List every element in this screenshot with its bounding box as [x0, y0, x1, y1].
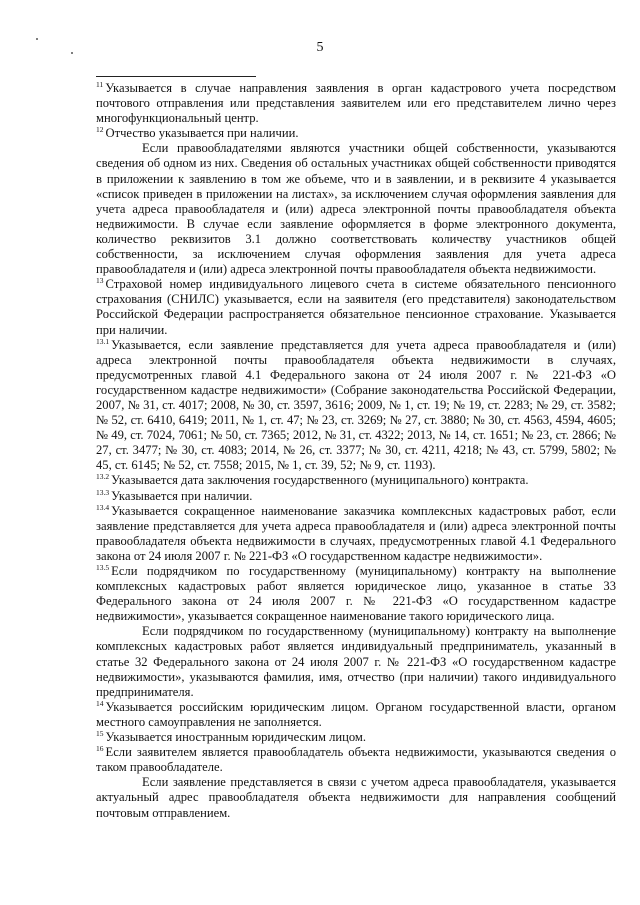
footnote-text: Указывается, если заявление представляется для учета адреса правообладателя и (или) адреса электронной почты правообладателя объекта недвижимости в случаях, предусмотренных главой 4.1 Федерального закона от 24 июля 2007 г. № 221-ФЗ «О государственном кадастре недвижимости» (Собрание законодательства Российской Федерации, 2007, № 31, ст. 4017; 2008, № 30, ст. 3597, 3616; 2009, № 1, ст. 19; № 19, ст. 2283; № 29, ст. 3582; № 52, ст. 6410, 6419; 2011, № 1, ст. 47; № 23, ст. 3269; № 27, ст. 3880; № 30, ст. 4563, 4594, 4605; № 49, ст. 7024, 7061; № 50, ст. 7365; 2012, № 31, ст. 4322; 2013, № 14, ст. 1651; № 23, ст. 2866; № 27, ст. 3477; № 30, ст. 4083; 2014, № 26, ст. 3377; № 30, ст. 4211, 4218; № 43, ст. 5799, 5802; № 45, ст. 6145; № 52, ст. 7558; 2015, № 1, ст. 39, 52; № 9, ст. 1193). — [96, 337, 616, 473]
scan-speck — [36, 38, 38, 40]
footnote-text: Отчество указывается при наличии. — [105, 126, 299, 141]
footnotes — [96, 81, 616, 821]
footnote-marker: 13.5 — [96, 563, 110, 572]
scan-speck — [71, 52, 73, 54]
footnote-marker: 13.4 — [96, 502, 110, 512]
footnote-text: Указывается в случае направления заявления в орган кадастрового учета посредством почтового отправления или представления заявителем или его представителем лично через многофункциональный центр. — [96, 81, 616, 126]
footnote-text: Если правообладателями являются участники общей собственности, указываются сведения об одном из них. Сведения об остальных участниках общей собственности приводятся в приложении к заявлению в том же объеме, что и в заявлении, и в реквизите 4 указывается «список приведен в приложении на листах», за исключением случая оформления заявления для учета адреса правообладателя и (или) адреса электронной почты правообладателя объекта недвижимости. В случае если заявление оформляется в форме электронного документа, количество реквизитов 3.1 должно соответствовать количеству участников общей собственности, за исключением случая оформления заявления для учета адреса правообладателя и (или) адреса электронной почты правообладателя объекта недвижимости. — [96, 141, 616, 277]
footnote-marker: 14 — [96, 698, 104, 708]
page-number: 5 — [316, 40, 324, 55]
footnote — [96, 277, 616, 337]
footnote-marker: 13 — [96, 276, 104, 286]
footnote — [96, 473, 616, 488]
footnote-marker: 16 — [96, 744, 104, 754]
footnote-text: Указывается дата заключения государственного (муниципального) контракта. — [111, 473, 529, 488]
footnote-marker: 13.2 — [96, 472, 110, 482]
footnote-paragraph — [96, 624, 616, 699]
footnote-text: Если подрядчиком по государственному (муниципальному) контракту на выполнение комплексных кадастровых работ является юридическое лицо, указанное в статье 33 Федерального закона от 24 июля 2007 г. № 221-ФЗ «О государственном кадастре недвижимости», указывается сокращенное наименование такого юридического лица. — [96, 564, 616, 624]
footnote — [96, 730, 616, 745]
footnote-marker: 13.3 — [96, 487, 110, 497]
footnote-marker: 15 — [96, 729, 104, 739]
footnote — [96, 504, 616, 564]
footnote-paragraph — [96, 775, 616, 820]
footnote — [96, 338, 616, 474]
footnote-text: Если заявителем является правообладатель объекта недвижимости, указываются сведения о таком правообладателе. — [96, 745, 616, 775]
footnote — [96, 700, 616, 730]
footnote-text: Указывается при наличии. — [111, 488, 253, 503]
footnote-text: Указывается российским юридическим лицом. Органом государственной власти, органом местного самоуправления не заполняется. — [96, 699, 616, 729]
footnote-text: Если заявление представляется в связи с учетом адреса правообладателя, указывается актуальный адрес правообладателя объекта недвижимости для направления сообщений почтовым отправлением. — [96, 775, 616, 820]
footnote — [96, 564, 616, 624]
footnote-text: Указывается иностранным юридическим лицом. — [105, 730, 367, 745]
footnote — [96, 81, 616, 126]
footnote — [96, 126, 616, 141]
footnote-paragraph — [96, 141, 616, 277]
footnote — [96, 745, 616, 775]
footnote-separator — [96, 76, 256, 77]
footnote-marker: 13.1 — [96, 336, 110, 346]
footnote-marker: 11 — [96, 80, 104, 89]
footnote — [96, 489, 616, 504]
footnote-marker: 12 — [96, 125, 104, 135]
footnote-text: Указывается сокращенное наименование заказчика комплексных кадастровых работ, если заявление представляется для учета адреса правообладателя и (или) адреса электронной почты правообладателя объекта недвижимости в случаях, предусмотренных главой 4.1 Федерального закона от 24 июля 2007 г. № 221-ФЗ «О государственном кадастре недвижимости». — [96, 503, 616, 563]
footnote-text: Если подрядчиком по государственному (муниципальному) контракту на выполнение комплексных кадастровых работ является индивидуальный предприниматель, указанный в статье 32 Федерального закона от 24 июля 2007 г. № 221-ФЗ «О государственном кадастре недвижимости», указываются фамилия, имя, отчество (при наличии) такого индивидуального предпринимателя. — [96, 624, 616, 699]
footnote-text: Страховой номер индивидуального лицевого счета в системе обязательного пенсионного страхования (СНИЛС) указывается, если на заявителя (его представителя) законодательством Российской Федерации распространяется обязательное пенсионное страхование. Указывается при наличии. — [96, 277, 616, 337]
